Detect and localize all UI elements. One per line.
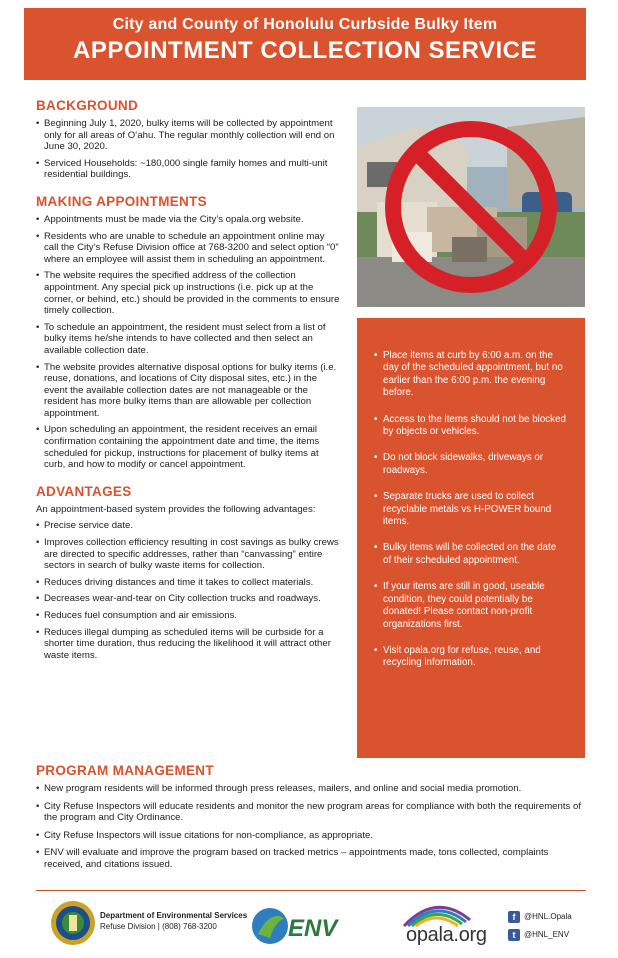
advantages-list	[36, 520, 341, 661]
footer-divider	[36, 890, 586, 891]
list-item: • Residents who are unable to schedule an appointment online may call the City’s Refuse Division office at 768-3200 and select option “0” where an employee will assist them in scheduling an appointment.	[36, 231, 341, 266]
advantages-heading: ADVANTAGES	[36, 483, 132, 499]
list-item: • Precise service date.	[36, 520, 341, 532]
banner-subtitle: City and County of Honolulu Curbside Bulky Item	[112, 16, 498, 33]
env-logo	[250, 904, 370, 946]
appointments-list	[36, 214, 341, 471]
env-logo-text: ENV	[288, 915, 338, 942]
list-item: • New program residents will be informed through press releases, mailers, and online and social media promotion.	[36, 783, 586, 795]
list-item: • The website requires the specified address of the collection appointment. Any special pick up instructions (i.e. pick up at the corner, or behind, etc.) should be provided in the comments to ensure timely collection.	[36, 270, 341, 316]
list-item: • Visit opala.org for refuse, reuse, and recycling information.	[374, 644, 541, 669]
list-item: • Serviced Households: ~180,000 single family homes and multi-unit residential buildings.	[36, 158, 341, 181]
list-item: • Appointments must be made via the City’s opala.org website.	[36, 214, 341, 226]
list-item: • Separate trucks are used to collect recyclable metals vs H-POWER bound items.	[374, 491, 552, 528]
appointments-section	[36, 194, 341, 471]
list-item: • Reduces fuel consumption and air emissions.	[36, 610, 341, 622]
list-item: • Improves collection efficiency resulting in cost savings as bulky crews are directed to specific addresses, rather than “canvassing” entire sectors in search of bulky waste items for collection.	[36, 537, 341, 572]
list-item: • City Refuse Inspectors will educate residents and monitor the new program areas for compliance with both the requirements of the program and City Ordinance.	[36, 801, 586, 824]
opala-logo	[396, 898, 487, 952]
twitter-link[interactable]	[508, 926, 572, 944]
tips-list	[374, 350, 567, 670]
footer	[36, 896, 596, 956]
list-item: • Upon scheduling an appointment, the resident receives an email confirmation containing the appointment date and time, the items scheduled for pickup, instructions for placement of bulky items at curb, and how to modify or cancel appointment.	[36, 424, 341, 470]
facebook-link[interactable]	[508, 908, 572, 926]
department-info	[100, 910, 247, 932]
list-item: • ENV will evaluate and improve the program based on tracked metrics – appointments made, tons collected, complaints received, and citations issued.	[36, 847, 586, 870]
social-links	[508, 908, 572, 944]
curbside-tips-panel	[357, 318, 585, 758]
list-item: • To schedule an appointment, the resident must select from a list of bulky items he/she intends to have collected and then select an available collection date.	[36, 322, 341, 357]
department-name: Department of Environmental Services	[100, 911, 248, 920]
refuse-division-phone: Refuse Division | (808) 768-3200	[100, 922, 217, 931]
appointments-heading: MAKING APPOINTMENTS	[36, 193, 207, 209]
facebook-icon: f	[508, 911, 520, 923]
list-item: • Bulky items will be collected on the date of their scheduled appointment.	[374, 542, 557, 566]
background-heading: BACKGROUND	[36, 98, 138, 113]
left-column	[36, 98, 341, 674]
opala-logo-text: opala.org	[406, 924, 487, 946]
advantages-section	[36, 484, 341, 662]
list-item: • The website provides alternative disposal options for bulky items (i.e. reuse, donations, and locations of City disposal sites, etc.) in the event the available collection dates are not manageable or the resident has more bulky items than are allowable per collection appointment.	[36, 362, 341, 420]
twitter-icon: t	[508, 929, 520, 941]
list-item: • Beginning July 1, 2020, bulky items will be collected by appointment only for all areas of O‘ahu. The regular monthly collection will end on June 30, 2020.	[36, 118, 341, 153]
list-item: • Do not block sidewalks, driveways or roadways.	[374, 452, 544, 476]
header-banner	[24, 8, 586, 80]
city-seal-icon	[50, 900, 96, 946]
list-item: • Decreases wear-and-tear on City collection trucks and roadways.	[36, 593, 341, 605]
twitter-handle: @HNL_ENV	[524, 930, 570, 939]
list-item: • Reduces illegal dumping as scheduled items will be curbside for a shorter time duration, thus reducing the likelihood it will attract other waste items.	[36, 627, 341, 662]
program-list	[36, 783, 586, 871]
no-bulky-items-photo	[357, 107, 585, 307]
program-heading: PROGRAM MANAGEMENT	[36, 763, 214, 778]
list-item: • Place items at curb by 6:00 a.m. on the day of the scheduled appointment, but no earlier than the 6:00 p.m. the evening before.	[374, 350, 563, 399]
advantages-intro: An appointment-based system provides the following advantages:	[36, 503, 316, 515]
list-item: • Reduces driving distances and time it takes to collect materials.	[36, 577, 341, 589]
list-item: • Access to the items should not be blocked by objects or vehicles.	[374, 413, 566, 438]
list-item: • City Refuse Inspectors will issue citations for non-compliance, as appropriate.	[36, 830, 586, 842]
banner-title: APPOINTMENT COLLECTION SERVICE	[73, 37, 537, 64]
program-management-section	[36, 763, 586, 877]
background-list	[36, 118, 341, 181]
background-section	[36, 98, 341, 181]
list-item: • If your items are still in good, useable condition, they could potentially be donated! Please contact non-profit organizations first.	[374, 581, 545, 630]
facebook-handle: @HNL.Opala	[524, 912, 572, 921]
